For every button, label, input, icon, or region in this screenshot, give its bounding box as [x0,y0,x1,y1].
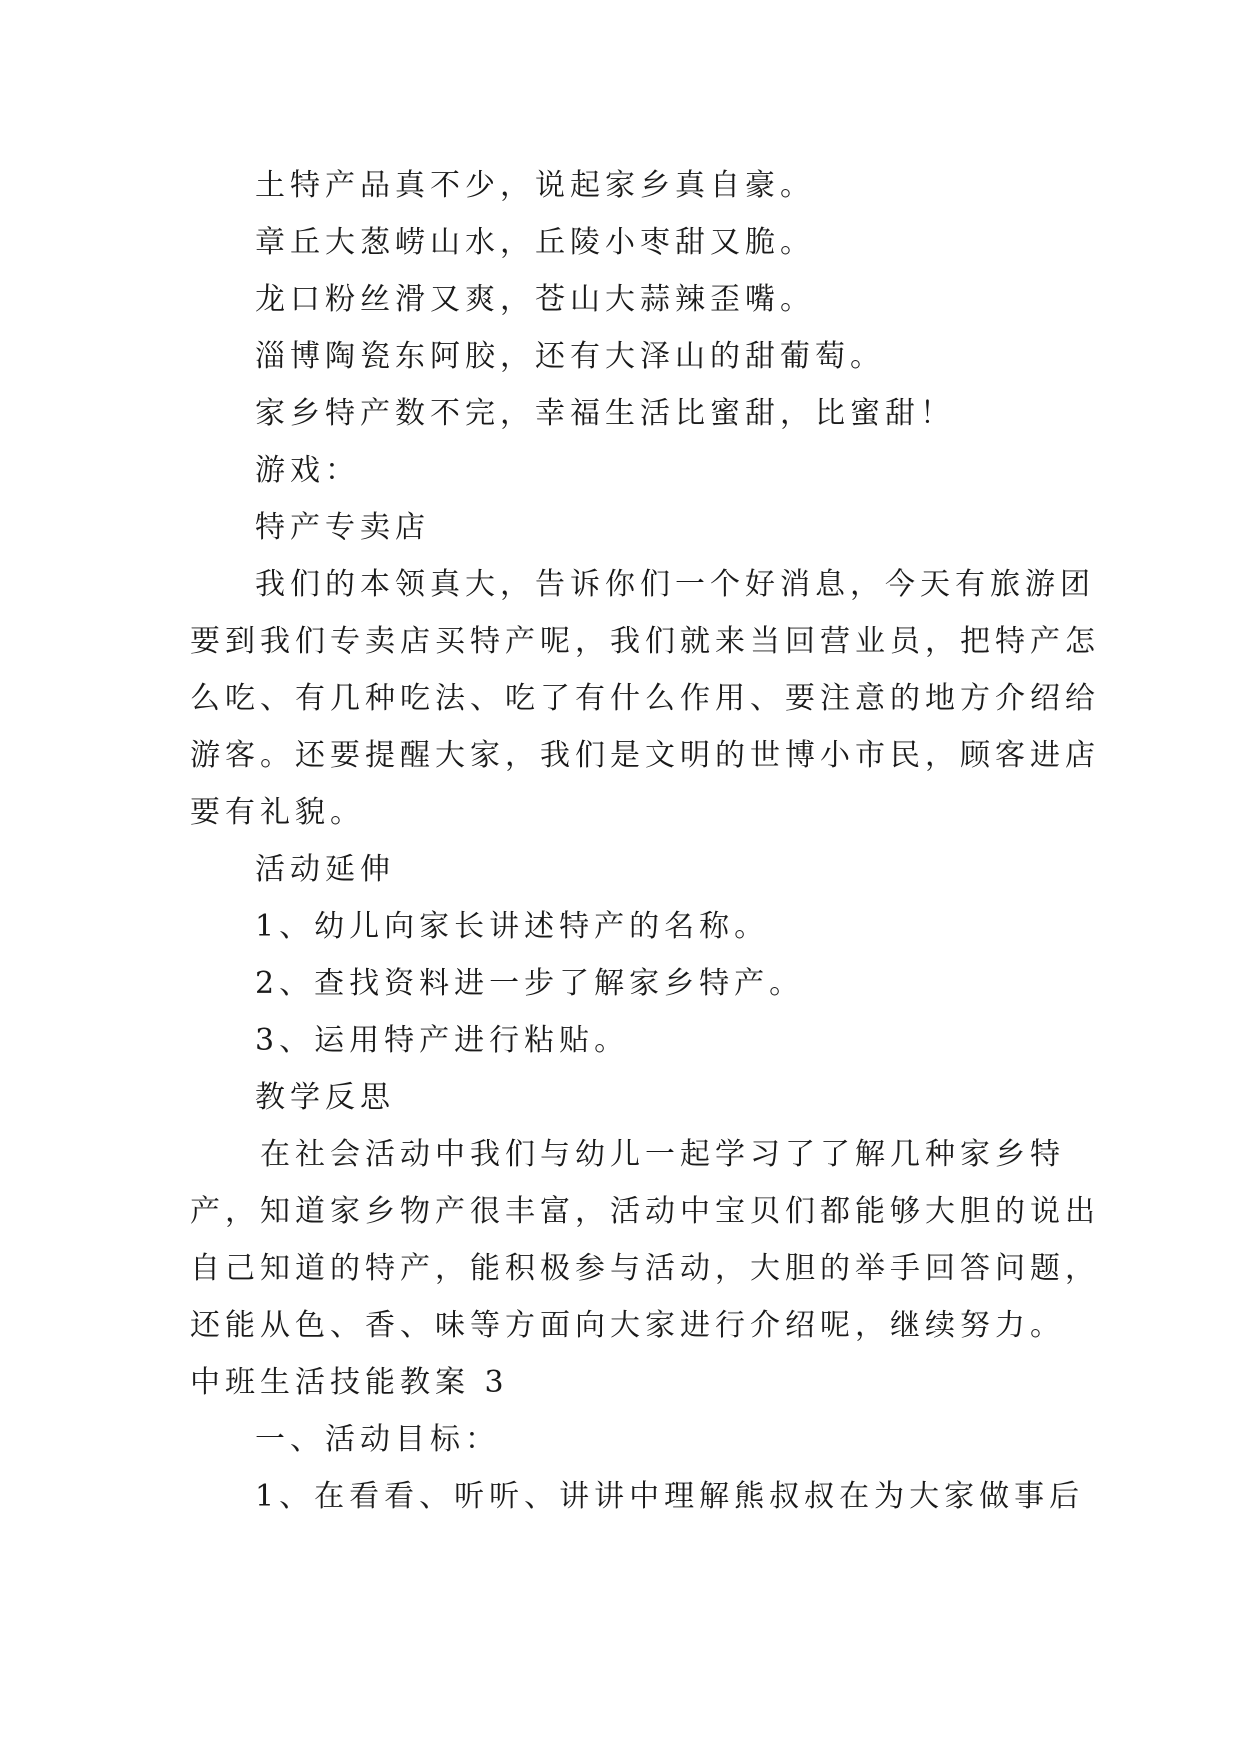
reflection-paragraph-line: 自己知道的特产，能积极参与活动，大胆的举手回答问题， [190,1251,1100,1286]
goal-item: 1、在看看、听听、讲讲中理解熊叔叔在为大家做事后 [255,1479,1085,1514]
reflection-paragraph-line: 在社会活动中我们与幼儿一起学习了了解几种家乡特 [260,1137,1065,1172]
reflection-paragraph-line: 产，知道家乡物产很丰富，活动中宝贝们都能够大胆的说出 [190,1194,1100,1229]
game-paragraph-line: 么吃、有几种吃法、吃了有什么作用、要注意的地方介绍给 [190,681,1100,716]
extension-item: 2、查找资料进一步了解家乡特产。 [255,966,805,1001]
poem-line: 章丘大葱崂山水，丘陵小枣甜又脆。 [255,225,815,260]
reflection-paragraph-line: 还能从色、香、味等方面向大家进行介绍呢，继续努力。 [190,1308,1065,1343]
game-paragraph-line: 我们的本领真大，告诉你们一个好消息，今天有旅游团 [255,567,1095,602]
poem-line: 家乡特产数不完，幸福生活比蜜甜，比蜜甜！ [255,396,955,431]
game-paragraph-line: 游客。还要提醒大家，我们是文明的世博小市民，顾客进店 [190,738,1100,773]
game-heading: 游戏： [255,453,360,488]
poem-line: 淄博陶瓷东阿胶，还有大泽山的甜葡萄。 [255,339,885,374]
goal-heading: 一、活动目标： [255,1422,500,1457]
game-paragraph-line: 要有礼貌。 [190,795,365,830]
game-title: 特产专卖店 [255,510,430,545]
game-paragraph-line: 要到我们专卖店买特产呢，我们就来当回营业员，把特产怎 [190,624,1100,659]
reflection-heading: 教学反思 [255,1080,395,1115]
section-title: 中班生活技能教案 3 [190,1365,509,1400]
poem-line: 龙口粉丝滑又爽，苍山大蒜辣歪嘴。 [255,282,815,317]
poem-line: 土特产品真不少，说起家乡真自豪。 [255,168,815,203]
extension-heading: 活动延伸 [255,852,395,887]
extension-item: 1、幼儿向家长讲述特产的名称。 [255,909,770,944]
extension-item: 3、运用特产进行粘贴。 [255,1023,630,1058]
